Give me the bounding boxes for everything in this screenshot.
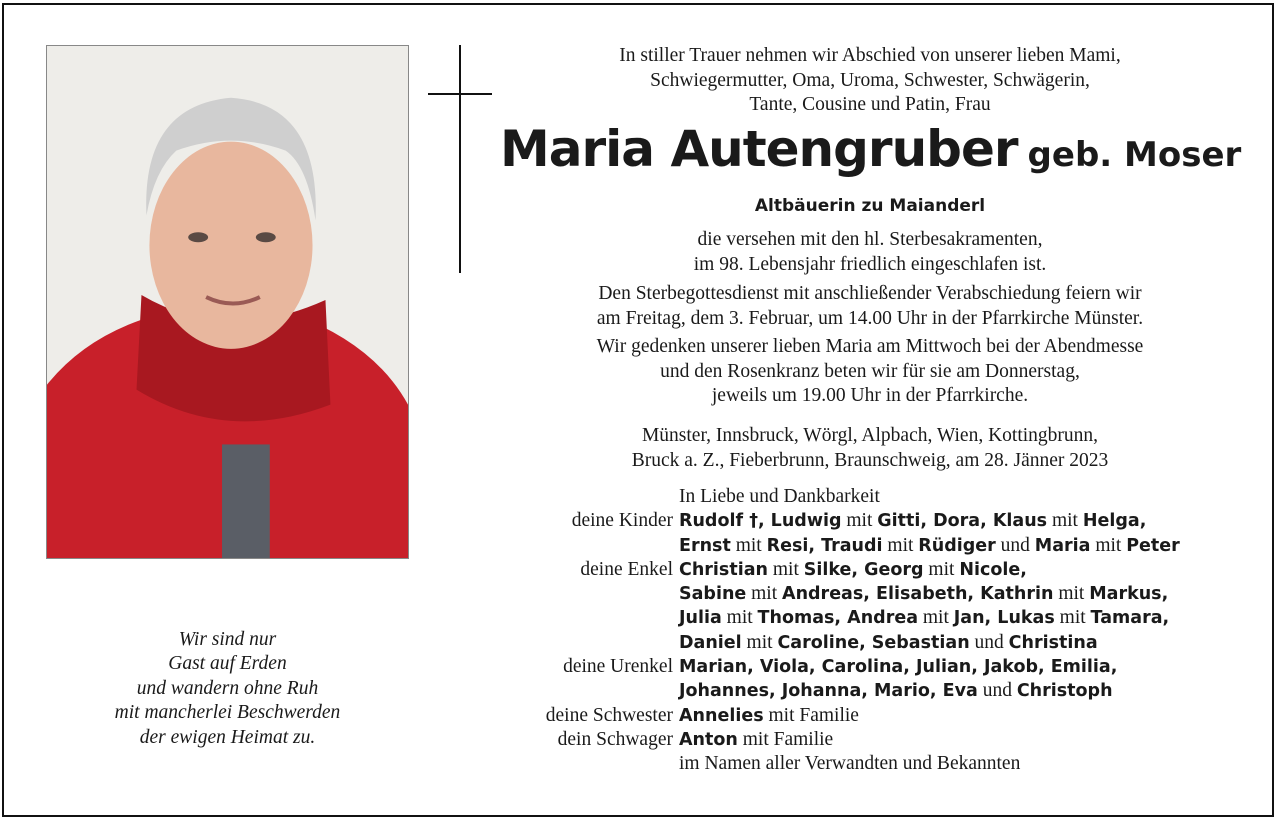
family-names bbox=[679, 704, 1240, 728]
poem-line: mit mancherlei Beschwerden bbox=[114, 702, 341, 724]
died-line: im 98. Lebensjahr friedlich eingeschlafen ist. bbox=[693, 253, 1047, 275]
poem-line: der ewigen Heimat zu. bbox=[139, 726, 316, 748]
family-names bbox=[679, 534, 1240, 558]
deceased-name bbox=[500, 120, 1240, 178]
family-row bbox=[500, 728, 1240, 752]
family-label bbox=[500, 631, 679, 655]
cross-icon bbox=[459, 45, 461, 273]
family-label: dein Schwager bbox=[557, 728, 673, 750]
family-connector: mit bbox=[1047, 510, 1083, 532]
family-name: Rüdiger bbox=[918, 535, 996, 556]
family-names bbox=[679, 558, 1240, 582]
family-name: Silke, Georg bbox=[803, 559, 924, 580]
family-name: Andreas, Elisabeth, Kathrin bbox=[782, 584, 1054, 605]
service-line: Den Sterbegottesdienst mit anschließender Verabschiedung feiern wir bbox=[598, 283, 1142, 304]
family-names bbox=[679, 509, 1240, 533]
family-label bbox=[500, 679, 679, 703]
family-connector: mit bbox=[741, 631, 778, 653]
family-connector: mit bbox=[923, 558, 960, 580]
intro-text bbox=[500, 44, 1240, 118]
family-label bbox=[500, 606, 679, 630]
family-names bbox=[679, 752, 1240, 776]
portrait-photo bbox=[46, 45, 409, 559]
poem-line: Wir sind nur bbox=[178, 629, 277, 650]
family-name: Sabine bbox=[679, 584, 747, 605]
family-row bbox=[500, 655, 1240, 679]
family-name: Annelies bbox=[679, 705, 764, 726]
family-names bbox=[679, 606, 1240, 630]
family-names bbox=[679, 728, 1240, 752]
family-row bbox=[500, 679, 1240, 703]
family-list bbox=[500, 485, 1240, 777]
family-name: Christian bbox=[679, 559, 768, 580]
family-connector: mit bbox=[746, 583, 783, 605]
family-connector: mit bbox=[918, 607, 954, 629]
family-connector: mit bbox=[1090, 534, 1127, 556]
family-names bbox=[679, 582, 1240, 606]
family-row bbox=[500, 582, 1240, 606]
name-main: Maria Autengruber bbox=[500, 120, 1018, 178]
family-connector: mit bbox=[767, 558, 804, 580]
family-row bbox=[500, 606, 1240, 630]
service-line: am Freitag, dem 3. Februar, um 14.00 Uhr in der Pfarrkirche Münster. bbox=[596, 307, 1144, 329]
family-name: Jan, Lukas bbox=[953, 608, 1055, 629]
family-label bbox=[500, 534, 679, 558]
family-row bbox=[500, 631, 1240, 655]
poem bbox=[46, 628, 409, 750]
family-label: deine Urenkel bbox=[563, 656, 673, 678]
family-connector: mit Familie bbox=[763, 704, 859, 726]
family-connector: mit bbox=[841, 510, 878, 532]
memorial-line: und den Rosenkranz beten wir für sie am Donnerstag, bbox=[660, 360, 1080, 382]
family-name: Ernst bbox=[679, 535, 731, 556]
family-label: deine Schwester bbox=[545, 704, 673, 726]
family-greeting: In Liebe und Dankbarkeit bbox=[679, 486, 880, 507]
family-name: Daniel bbox=[679, 632, 742, 653]
memorial-line: jeweils um 19.00 Uhr in der Pfarrkirche. bbox=[711, 385, 1029, 406]
place-date bbox=[500, 424, 1240, 473]
memorial-text bbox=[500, 335, 1240, 409]
poem-line: Gast auf Erden bbox=[168, 653, 287, 675]
family-label bbox=[500, 485, 679, 509]
family-connector: mit Familie bbox=[737, 728, 834, 750]
family-label: deine Enkel bbox=[580, 558, 673, 580]
family-row bbox=[500, 704, 1240, 728]
family-name: Resi, Traudi bbox=[766, 535, 883, 556]
family-name: Rudolf †, Ludwig bbox=[679, 511, 842, 532]
family-row bbox=[500, 534, 1240, 558]
subtitle: Altbäuerin zu Maianderl bbox=[754, 196, 986, 216]
intro-line: In stiller Trauer nehmen wir Abschied von unserer lieben Mami, bbox=[619, 45, 1121, 66]
family-connector: und bbox=[977, 680, 1017, 702]
family-name: Anton bbox=[679, 729, 738, 750]
family-connector: mit bbox=[882, 534, 919, 556]
family-label bbox=[500, 752, 679, 776]
place-line: Münster, Innsbruck, Wörgl, Alpbach, Wien, Kottingbrunn, bbox=[641, 425, 1099, 446]
place-line: Bruck a. Z., Fieberbrunn, Braunschweig, am 28. Jänner 2023 bbox=[631, 449, 1109, 471]
family-name: Nicole, bbox=[959, 559, 1027, 580]
died-line: die versehen mit den hl. Sterbesakramenten, bbox=[697, 229, 1043, 250]
family-row bbox=[500, 558, 1240, 582]
family-name: Maria bbox=[1034, 535, 1091, 556]
intro-line: Tante, Cousine und Patin, Frau bbox=[749, 94, 991, 115]
family-name: Gitti, Dora, Klaus bbox=[877, 511, 1048, 532]
family-row bbox=[500, 509, 1240, 533]
family-connector: mit bbox=[1054, 607, 1091, 629]
family-name: Marian, Viola, Carolina, Julian, Jakob, Emilia, bbox=[679, 657, 1118, 678]
family-label bbox=[500, 582, 679, 606]
family-name: Thomas, Andrea bbox=[757, 608, 919, 629]
name-maiden: geb. Moser bbox=[1027, 135, 1242, 175]
family-connector: mit bbox=[730, 534, 767, 556]
family-name: Tamara, bbox=[1090, 608, 1170, 629]
family-connector: mit bbox=[721, 607, 758, 629]
family-name: Johannes, Johanna, Mario, Eva bbox=[679, 681, 978, 702]
family-greeting-row bbox=[500, 485, 1240, 509]
poem-line: und wandern ohne Ruh bbox=[136, 677, 319, 699]
intro-line: Schwiegermutter, Oma, Uroma, Schwester, Schwägerin, bbox=[650, 69, 1090, 91]
family-names bbox=[679, 679, 1240, 703]
family-connector: im Namen aller Verwandten und Bekannten bbox=[679, 753, 1021, 775]
service-text bbox=[500, 282, 1240, 331]
family-name: Christina bbox=[1008, 632, 1098, 653]
family-connector: mit bbox=[1053, 583, 1090, 605]
cross-icon-bar bbox=[428, 93, 492, 95]
family-connector: und bbox=[969, 631, 1009, 653]
family-names bbox=[679, 655, 1240, 679]
family-name: Julia bbox=[679, 608, 722, 629]
family-connector: und bbox=[995, 534, 1035, 556]
family-names bbox=[679, 631, 1240, 655]
family-row bbox=[500, 752, 1240, 776]
died-text bbox=[500, 228, 1240, 277]
family-name: Helga, bbox=[1082, 511, 1147, 532]
family-name: Christoph bbox=[1016, 681, 1113, 702]
family-name: Peter bbox=[1126, 535, 1180, 556]
family-name: Markus, bbox=[1089, 584, 1169, 605]
family-name: Caroline, Sebastian bbox=[777, 632, 970, 653]
family-label: deine Kinder bbox=[571, 510, 673, 532]
memorial-line: Wir gedenken unserer lieben Maria am Mittwoch bei der Abendmesse bbox=[596, 336, 1144, 357]
